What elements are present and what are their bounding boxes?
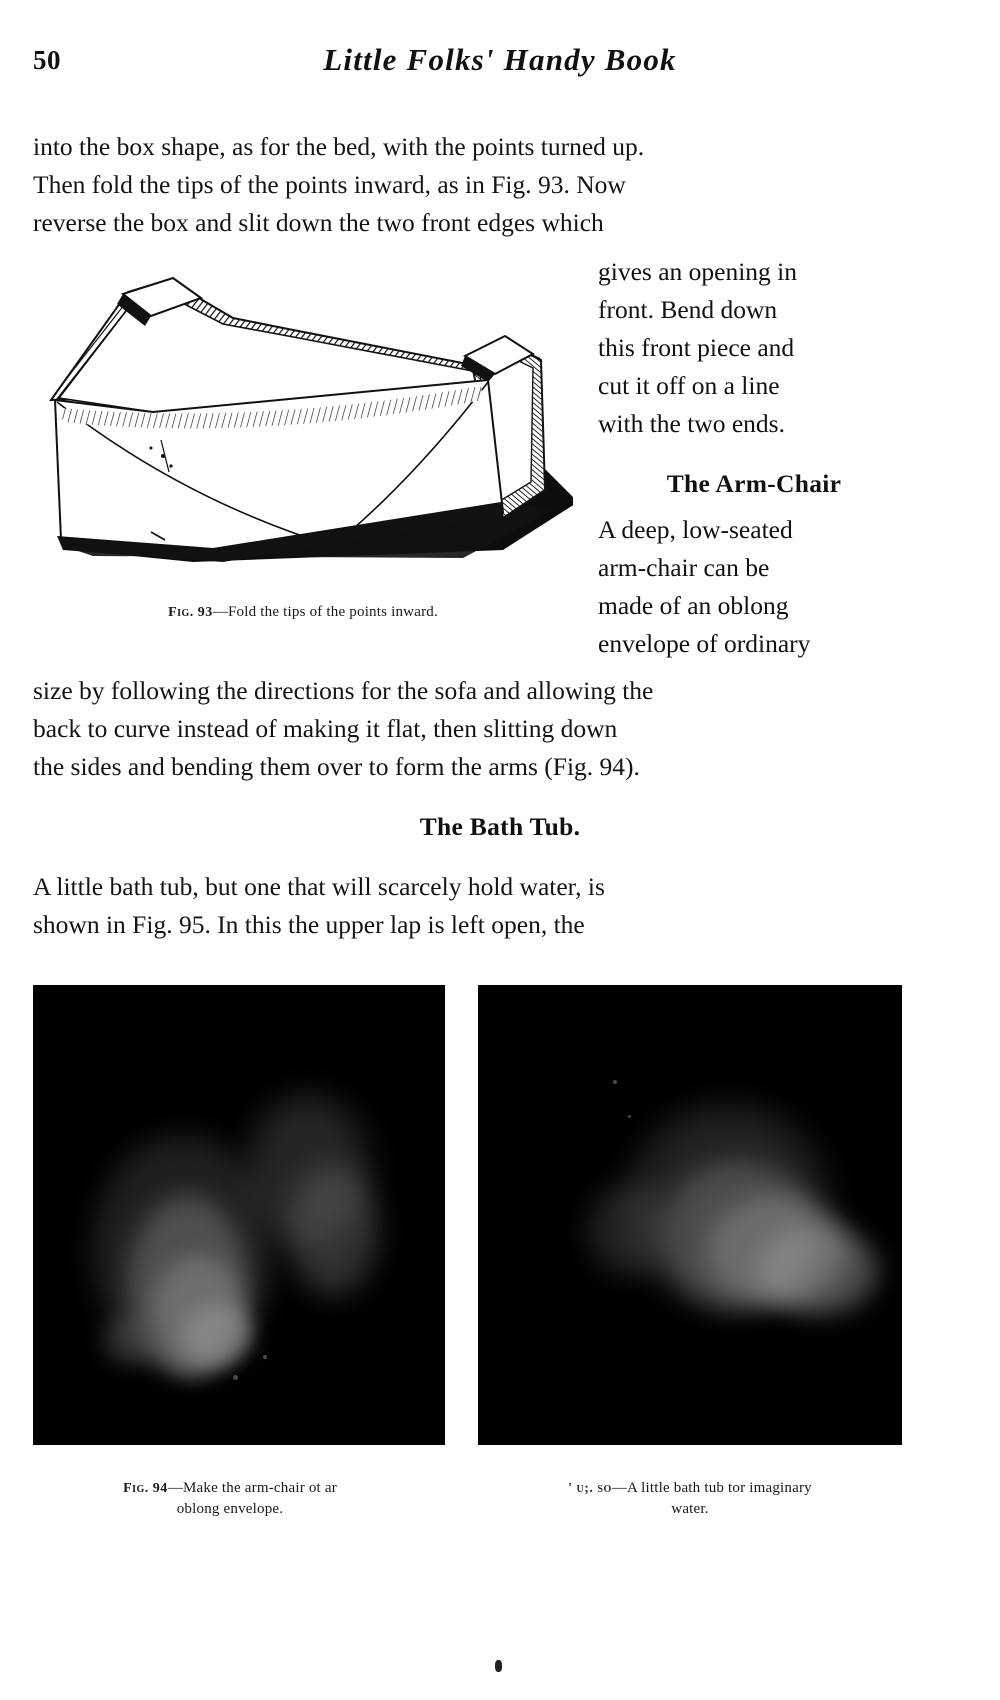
- text-line: shown in Fig. 95. In this the upper lap is left open, the: [33, 910, 585, 939]
- text-line: Then fold the tips of the points inward, as in Fig. 93. Now: [33, 170, 626, 199]
- text-line: envelope of ordinary: [598, 629, 811, 658]
- figure-95-caption-line-1: —A little bath tub tor imaginary: [611, 1480, 812, 1496]
- figure-95-caption-line-2: water.: [671, 1501, 709, 1517]
- figure-95-caption: [470, 1478, 910, 1519]
- right-column-text: [598, 253, 910, 663]
- figure-94-label: Fig. 94: [123, 1481, 168, 1496]
- text-line: the sides and bending them over to form the arms (Fig. 94).: [33, 752, 640, 781]
- figure-93-caption: [33, 602, 573, 623]
- figure-94-caption-line-1: —Make the arm-chair ot ar: [167, 1480, 337, 1496]
- text-line: with the two ends.: [598, 409, 785, 438]
- paragraph-arm-chair: [33, 672, 938, 786]
- page-number: 50: [33, 45, 61, 75]
- figure-93-caption-text: —Fold the tips of the points inward.: [212, 604, 438, 620]
- text-line: front. Bend down: [598, 295, 778, 324]
- figure-93-label: Fig. 93: [168, 605, 213, 620]
- figure-93-illustration: [33, 250, 573, 590]
- text-line: A deep, low-seated: [598, 515, 793, 544]
- paragraph-intro: [33, 128, 933, 242]
- paragraph-bath-tub: [33, 868, 938, 944]
- figure-93: [33, 250, 573, 630]
- text-line: arm-chair can be: [598, 553, 770, 582]
- section-heading-bath-tub: The Bath Tub.: [419, 812, 581, 841]
- page-header: [0, 42, 1000, 90]
- running-title: Little Folks' Handy Book: [323, 42, 677, 77]
- figure-95-label: ' u;. so: [568, 1481, 612, 1496]
- figure-94-caption-line-2: oblong envelope.: [176, 1501, 284, 1517]
- figure-94-photo: [33, 985, 445, 1445]
- page-speck: [495, 1660, 502, 1672]
- figure-94-caption: [20, 1478, 440, 1519]
- figure-95-photo: [478, 985, 902, 1445]
- text-line: made of an oblong: [598, 591, 789, 620]
- text-line: A little bath tub, but one that will scarcely hold water, is: [33, 872, 605, 901]
- text-line: reverse the box and slit down the two front edges which: [33, 208, 604, 237]
- text-line: into the box shape, as for the bed, with the points turned up.: [33, 132, 645, 161]
- text-line: size by following the directions for the sofa and allowing the: [33, 676, 654, 705]
- text-line: gives an opening in: [598, 257, 798, 286]
- section-heading-arm-chair: The Arm-Chair: [666, 469, 842, 498]
- text-line: back to curve instead of making it flat, then slitting down: [33, 714, 618, 743]
- text-line: cut it off on a line: [598, 371, 780, 400]
- text-line: this front piece and: [598, 333, 795, 362]
